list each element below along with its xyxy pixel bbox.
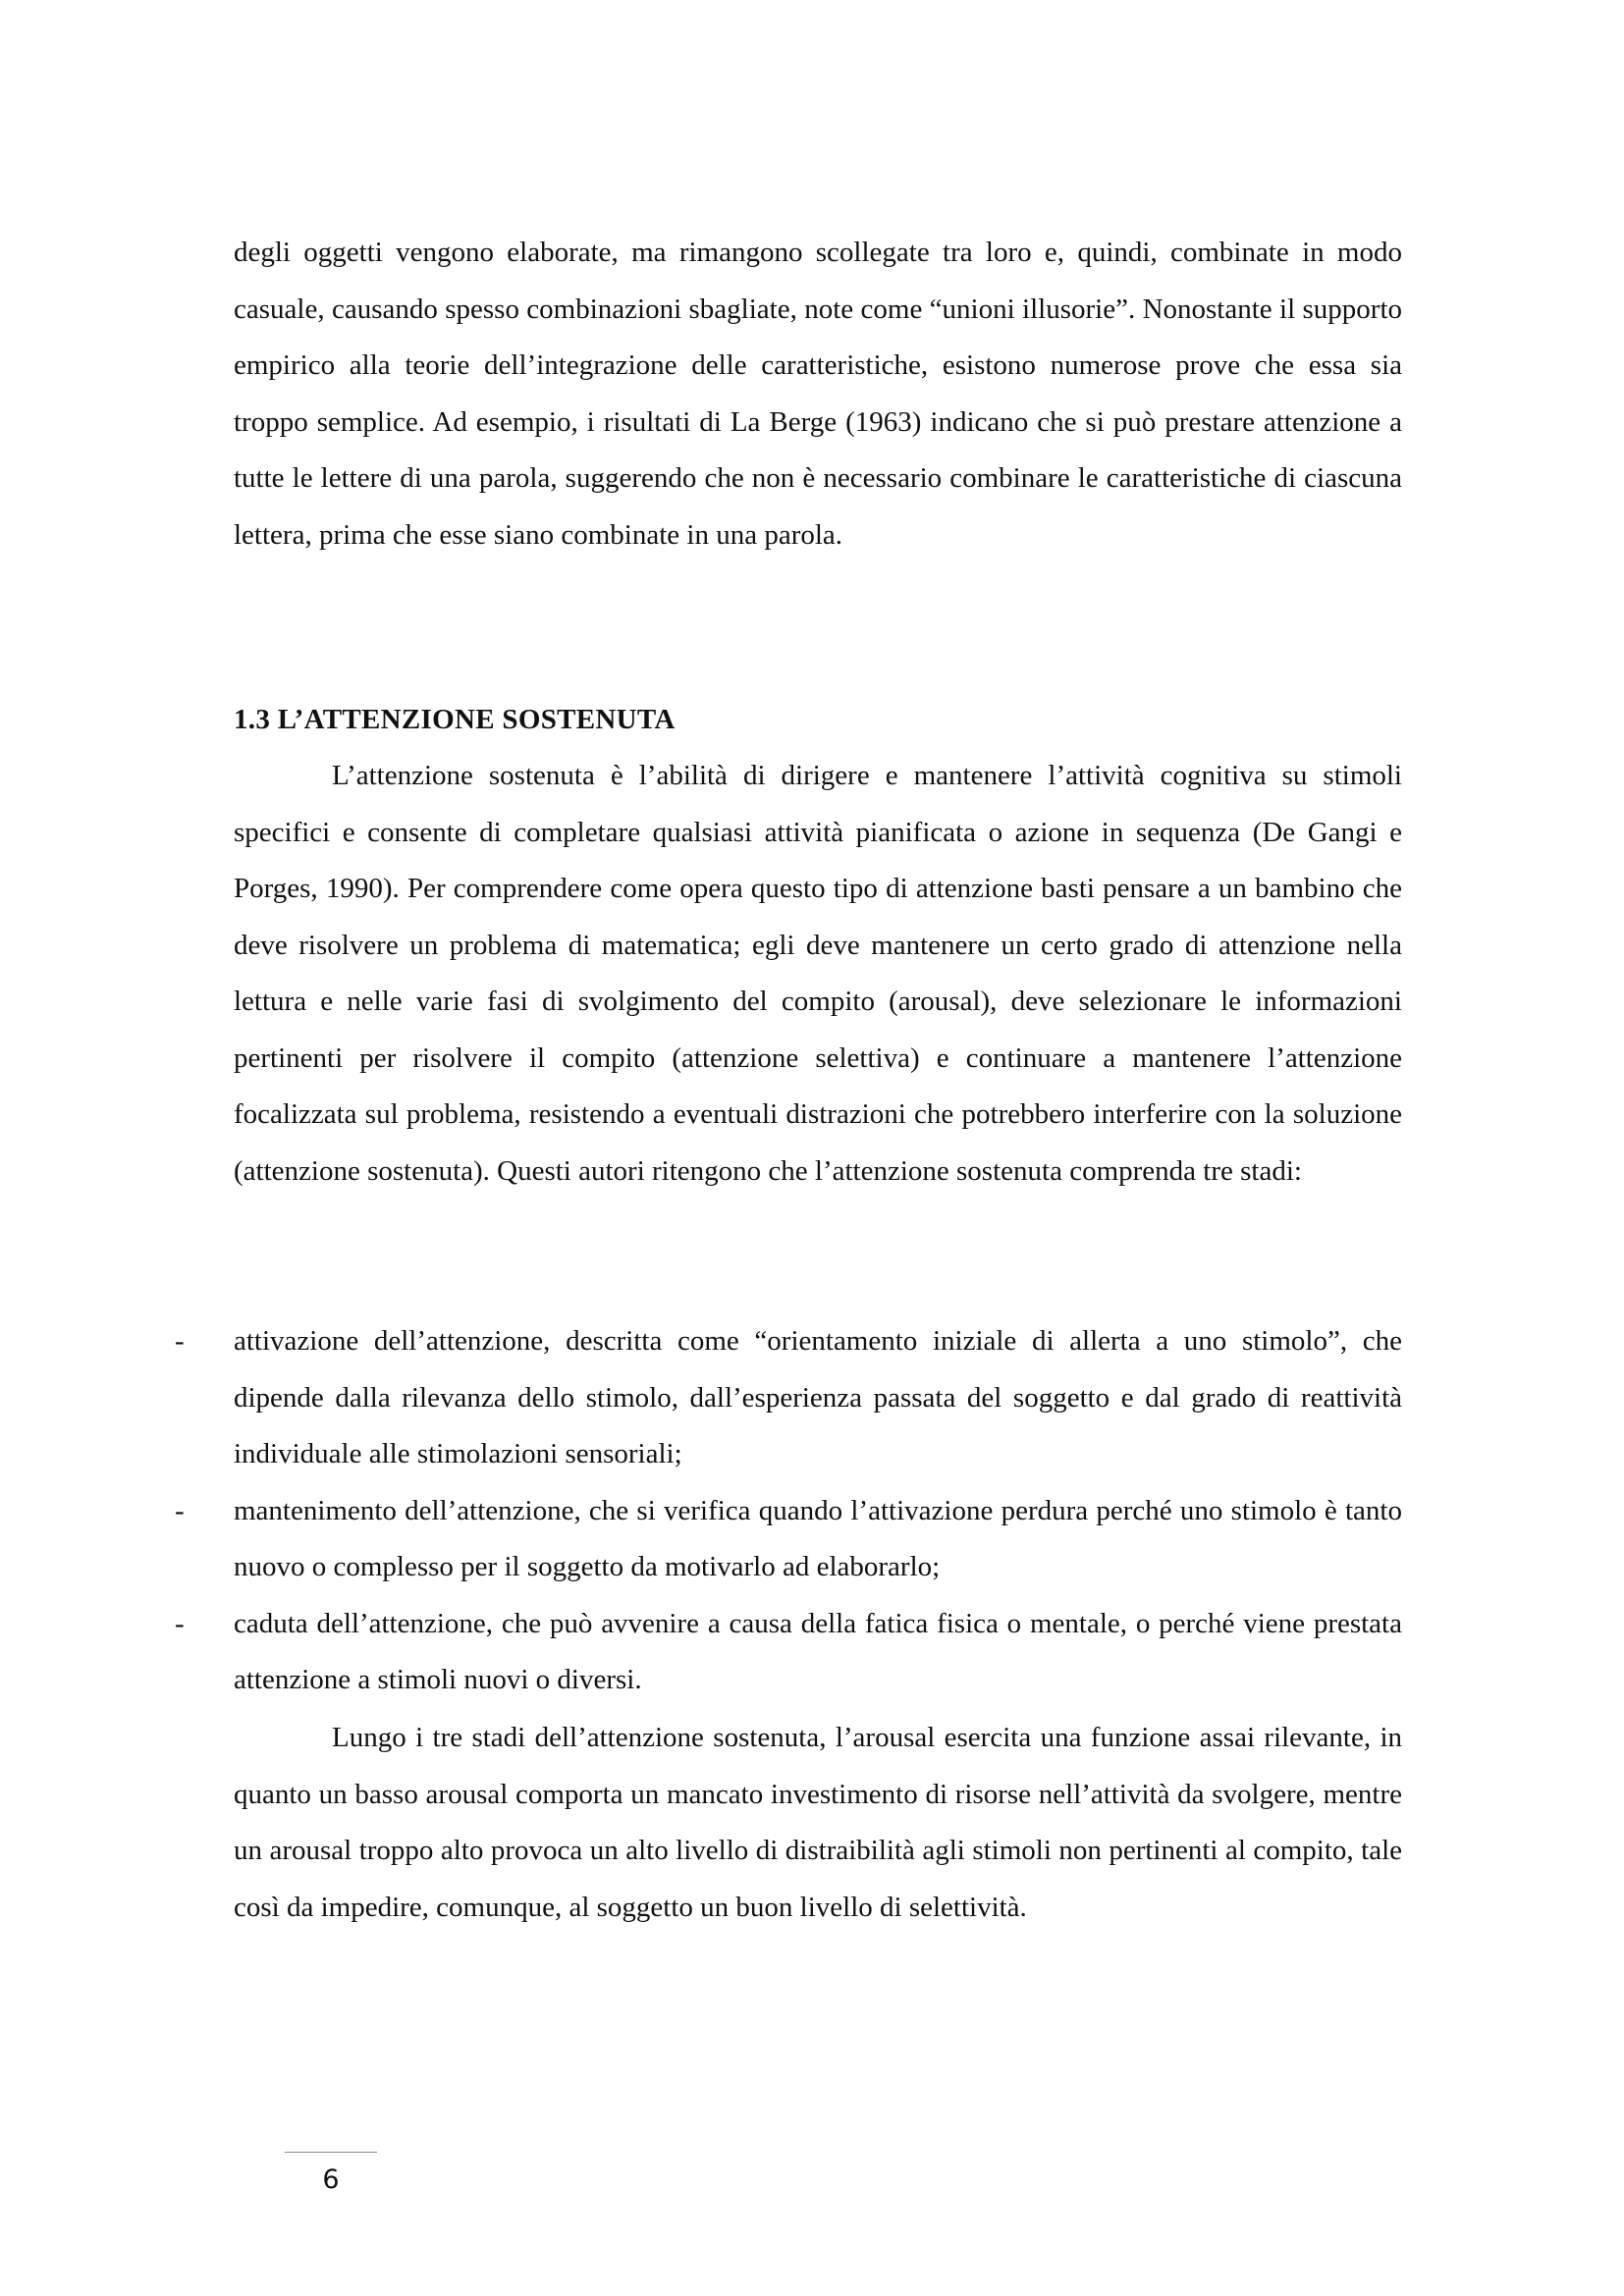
list-item-text: mantenimento dell’attenzione, che si verifica quando l’attivazione perdura perché uno stimolo è tanto nuovo o complesso per il soggetto da motivarlo ad elaborarlo; [234, 1494, 1402, 1582]
list-bullet: - [175, 1607, 185, 1639]
list-item [175, 1596, 1402, 1709]
stages-list [175, 1313, 1402, 1709]
page-number: 6 [322, 2164, 340, 2195]
list-bullet: - [175, 1325, 185, 1357]
section-heading: 1.3 L’ATTENZIONE SOSTENUTA [234, 704, 676, 735]
list-item-text: attivazione dell’attenzione, descritta come “orientamento iniziale di allerta a uno stimolo”, che dipende dalla rilevanza dello stimolo, dall’esperienza passata del soggetto e dal grado di reattività individuale alle stimolazioni sensoriali; [234, 1325, 1402, 1469]
list-item-text: caduta dell’attenzione, che può avvenire a causa della fatica fisica o mentale, o perché viene prestata attenzione a stimoli nuovi o diversi. [234, 1607, 1402, 1695]
list-item [175, 1483, 1402, 1596]
footer-divider [285, 2152, 377, 2153]
paragraph-continued: degli oggetti vengono elaborate, ma rimangono scollegate tra loro e, quindi, combinate in modo casuale, causando spesso combinazioni sbagliate, note come “unioni illusorie”. Nonostante il supporto empirico alla teorie dell’integrazione delle caratteristiche, esistono numerose prove che essa sia troppo semplice. Ad esempio, i risultati di La Berge (1963) indicano che si può prestare attenzione a tutte le lettere di una parola, suggerendo che non è necessario combinare le caratteristiche di ciascuna lettera, prima che esse siano combinate in una parola. [234, 237, 1402, 551]
closing-paragraph: Lungo i tre stadi dell’attenzione sostenuta, l’arousal esercita una funzione assai rilevante, in quanto un basso arousal comporta un mancato investimento di risorse nell’attività da svolgere, mentre un arousal troppo alto provoca un alto livello di distraibilità agli stimoli non pertinenti al compito, tale così da impedire, comunque, al soggetto un buon livello di selettività. [234, 1722, 1402, 1923]
list-bullet: - [175, 1494, 185, 1526]
list-item [175, 1313, 1402, 1483]
section-paragraph: L’attenzione sostenuta è l’abilità di dirigere e mantenere l’attività cognitiva su stimoli specifici e consente di completare qualsiasi attività pianificata o azione in sequenza (De Gangi e Porges, 1990). Per comprendere come opera questo tipo di attenzione basti pensare a un bambino che deve risolvere un problema di matematica; egli deve mantenere un certo grado di attenzione nella lettura e nelle varie fasi di svolgimento del compito (arousal), deve selezionare le informazioni pertinenti per risolvere il compito (attenzione selettiva) e continuare a mantenere l’attenzione focalizzata sul problema, resistendo a eventuali distrazioni che potrebbero interferire con la soluzione (attenzione sostenuta). Questi autori ritengono che l’attenzione sostenuta comprenda tre stadi: [234, 760, 1402, 1187]
